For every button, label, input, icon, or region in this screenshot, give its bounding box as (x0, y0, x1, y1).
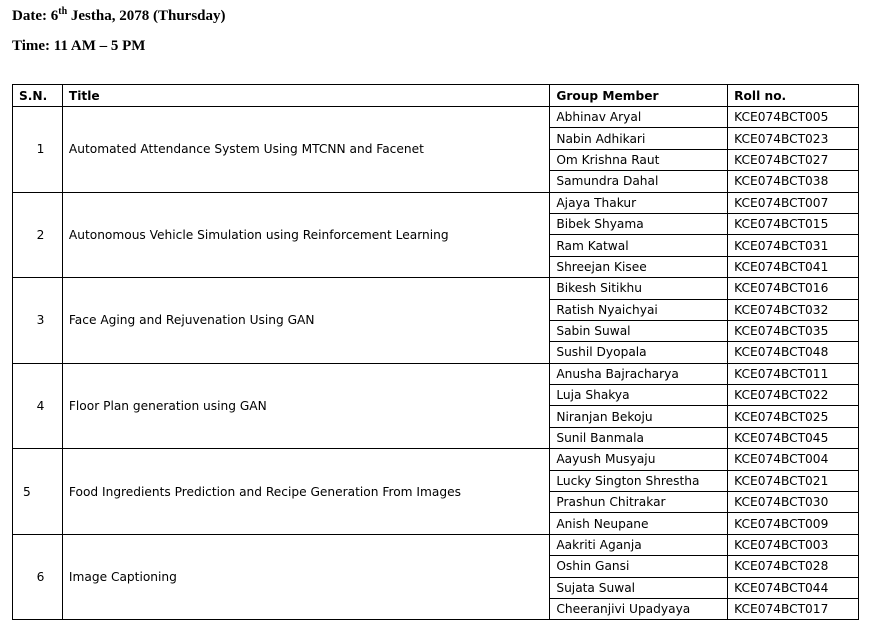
project-title-cell: Food Ingredients Prediction and Recipe Generation From Images (62, 449, 549, 535)
serial-number-cell: 5 (13, 449, 63, 535)
group-member-cell: Shreejan Kisee (550, 256, 728, 277)
group-member-cell: Sabin Suwal (550, 320, 728, 341)
schedule-table (12, 84, 859, 620)
roll-number-cell: KCE074BCT015 (728, 213, 859, 234)
roll-number-cell: KCE074BCT016 (728, 278, 859, 299)
group-member-cell: Samundra Dahal (550, 171, 728, 192)
serial-number-cell: 3 (13, 278, 63, 364)
roll-number-cell: KCE074BCT017 (728, 598, 859, 619)
date-heading (12, 7, 226, 25)
group-member-cell: Bibek Shyama (550, 213, 728, 234)
date-day-suffix: th (58, 6, 68, 17)
group-member-cell: Niranjan Bekoju (550, 406, 728, 427)
roll-number-cell: KCE074BCT025 (728, 406, 859, 427)
roll-number-cell: KCE074BCT027 (728, 149, 859, 170)
group-member-cell: Aakriti Aganja (550, 534, 728, 555)
roll-number-cell: KCE074BCT032 (728, 299, 859, 320)
column-header-roll-no: Roll no. (728, 85, 859, 107)
roll-number-cell: KCE074BCT003 (728, 534, 859, 555)
group-member-cell: Anusha Bajracharya (550, 363, 728, 384)
group-member-cell: Prashun Chitrakar (550, 492, 728, 513)
project-title-cell: Floor Plan generation using GAN (62, 363, 549, 449)
date-day: 6 (50, 8, 59, 24)
roll-number-cell: KCE074BCT007 (728, 192, 859, 213)
roll-number-cell: KCE074BCT044 (728, 577, 859, 598)
roll-number-cell: KCE074BCT028 (728, 556, 859, 577)
date-rest: Jestha, 2078 (Thursday) (67, 8, 226, 24)
table-row (13, 449, 859, 470)
roll-number-cell: KCE074BCT030 (728, 492, 859, 513)
group-member-cell: Cheeranjivi Upadyaya (550, 598, 728, 619)
group-member-cell: Bikesh Sitikhu (550, 278, 728, 299)
group-member-cell: Oshin Gansi (550, 556, 728, 577)
project-title-cell: Autonomous Vehicle Simulation using Reinforcement Learning (62, 192, 549, 278)
roll-number-cell: KCE074BCT041 (728, 256, 859, 277)
group-member-cell: Sunil Banmala (550, 427, 728, 448)
roll-number-cell: KCE074BCT038 (728, 171, 859, 192)
group-member-cell: Ram Katwal (550, 235, 728, 256)
group-member-cell: Lucky Sington Shrestha (550, 470, 728, 491)
roll-number-cell: KCE074BCT022 (728, 385, 859, 406)
table-row (13, 534, 859, 555)
table-header-row (13, 85, 859, 107)
serial-number-cell: 4 (13, 363, 63, 449)
roll-number-cell: KCE074BCT005 (728, 107, 859, 128)
group-member-cell: Abhinav Aryal (550, 107, 728, 128)
table-row (13, 192, 859, 213)
group-member-cell: Ajaya Thakur (550, 192, 728, 213)
roll-number-cell: KCE074BCT023 (728, 128, 859, 149)
project-title-cell: Face Aging and Rejuvenation Using GAN (62, 278, 549, 364)
group-member-cell: Nabin Adhikari (550, 128, 728, 149)
project-title-cell: Image Captioning (62, 534, 549, 620)
group-member-cell: Anish Neupane (550, 513, 728, 534)
group-member-cell: Sushil Dyopala (550, 342, 728, 363)
serial-number-cell: 1 (13, 107, 63, 193)
time-heading: Time: 11 AM – 5 PM (12, 38, 146, 54)
roll-number-cell: KCE074BCT031 (728, 235, 859, 256)
roll-number-cell: KCE074BCT011 (728, 363, 859, 384)
group-member-cell: Om Krishna Raut (550, 149, 728, 170)
group-member-cell: Luja Shakya (550, 385, 728, 406)
roll-number-cell: KCE074BCT045 (728, 427, 859, 448)
group-member-cell: Aayush Musyaju (550, 449, 728, 470)
roll-number-cell: KCE074BCT004 (728, 449, 859, 470)
column-header-sn: S.N. (13, 85, 63, 107)
roll-number-cell: KCE074BCT035 (728, 320, 859, 341)
serial-number-cell: 2 (13, 192, 63, 278)
table-body (13, 107, 859, 620)
table-row (13, 107, 859, 128)
group-member-cell: Sujata Suwal (550, 577, 728, 598)
date-label: Date: (12, 8, 51, 24)
group-member-cell: Ratish Nyaichyai (550, 299, 728, 320)
roll-number-cell: KCE074BCT009 (728, 513, 859, 534)
project-title-cell: Automated Attendance System Using MTCNN and Facenet (62, 107, 549, 193)
column-header-group-member: Group Member (550, 85, 728, 107)
serial-number-cell: 6 (13, 534, 63, 620)
table-row (13, 363, 859, 384)
column-header-title: Title (62, 85, 549, 107)
roll-number-cell: KCE074BCT021 (728, 470, 859, 491)
table-row (13, 278, 859, 299)
roll-number-cell: KCE074BCT048 (728, 342, 859, 363)
